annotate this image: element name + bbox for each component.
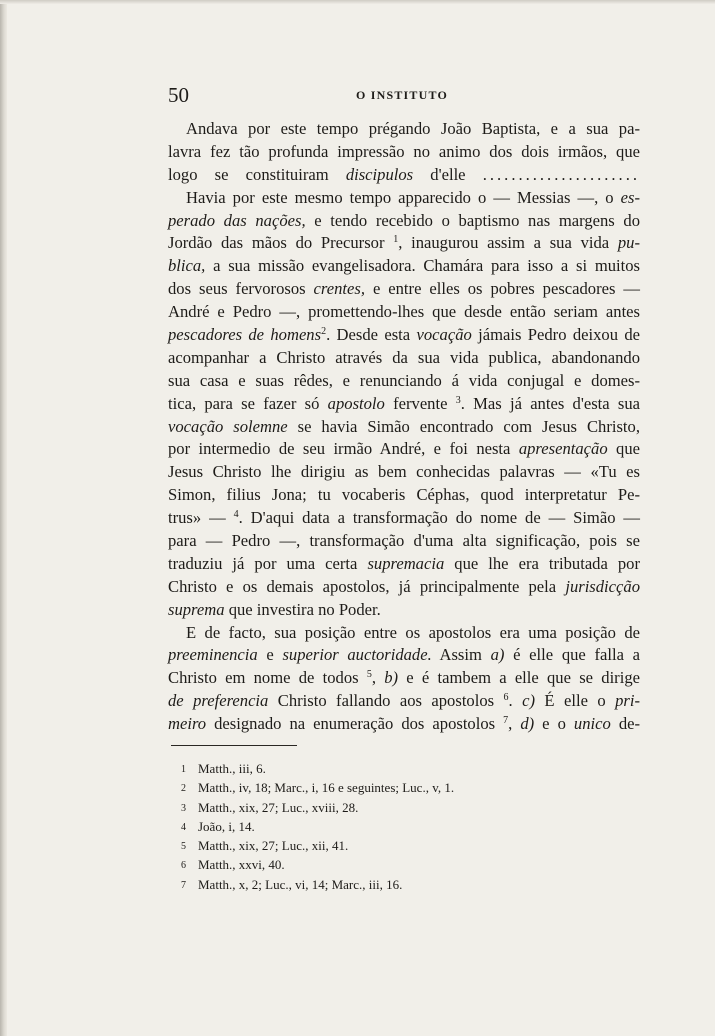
page-edge-shadow: [0, 0, 7, 1036]
text-line: lavra fez tão profunda impressão no animo dos dois irmãos, que: [168, 141, 640, 161]
text-line: meiro designado na enumeração dos apostolos $^7$, d) e o unico de-: [168, 714, 641, 734]
text-line: perado das nações, e tendo recebido o baptismo nas margens do: [168, 210, 640, 230]
footnote-ref: 7: [503, 715, 509, 727]
text-line: de preferencia Christo fallando aos apostolos $^6$. c) É elle o pri-: [168, 691, 640, 711]
footnote: 1 Matth., iii, 6.: [181, 761, 266, 776]
footnote: 7 Matth., x, 2; Luc., vi, 14; Marc., iii, 16.: [181, 876, 403, 892]
text-line: Havia por este mesmo tempo apparecido o — Messias —, o es-: [186, 187, 640, 207]
text-line: vocação solemne se havia Simão encontrado com Jesus Christo,: [168, 416, 640, 436]
footnote: 3 Matth., xix, 27; Luc., xviii, 28.: [181, 799, 359, 815]
page-top-edge: [0, 0, 715, 4]
footnotes: [181, 760, 621, 895]
journal-title: O INSTITUTO: [356, 88, 449, 102]
footnote-ref: 3: [455, 394, 461, 406]
text-line: trus» — $^4$. D'aqui data a transformação do nome de — Simão —: [168, 508, 640, 528]
footnote: 5 Matth., xix, 27; Luc., xii, 41.: [181, 838, 349, 854]
text-line: suprema que investira no Poder.: [168, 599, 381, 619]
running-head: [168, 82, 640, 108]
footnote-ref: 2: [321, 326, 327, 338]
text-line: pescadores de homens$^2$. Desde esta vocação jámais Pedro deixou de: [168, 325, 640, 345]
page-number: 50: [168, 83, 189, 107]
text-line: logo se constituiram discipulos d'elle ......................: [168, 164, 640, 184]
footnote-ref: 1: [393, 234, 399, 246]
footnote: 2 Matth., iv, 18; Marc., i, 16 e seguintes; Luc., v, 1.: [181, 780, 455, 796]
footnote-divider: [171, 745, 297, 746]
text-line: dos seus fervorosos crentes, e entre elles os pobres pescadores —: [168, 279, 640, 299]
text-line: para — Pedro —, transformação d'uma alta significação, pois se: [168, 531, 640, 551]
body-text: [168, 118, 640, 736]
footnote: 4 João, i, 14.: [181, 818, 255, 834]
text-line: Jesus Christo lhe dirigiu as bem conhecidas palavras — «Tu es: [168, 462, 640, 482]
text-line: Christo e os demais apostolos, já principalmente pela jurisdicção: [168, 576, 640, 596]
text-line: por intermedio de seu irmão André, e foi nesta apresentação que: [168, 439, 640, 459]
text-line: Simon, filius Jona; tu vocaberis Céphas, quod interpretatur Pe-: [168, 485, 640, 505]
text-line: André e Pedro —, promettendo-lhes que desde então seriam antes: [168, 302, 640, 322]
text-line: traduziu já por uma certa supremacia que lhe era tributada por: [168, 553, 640, 573]
text-line: sua casa e suas rêdes, e renunciando á vida conjugal e domes-: [168, 370, 640, 390]
text-line: E de facto, sua posição entre os apostolos era uma posição de: [186, 622, 640, 642]
footnote-ref: 5: [366, 669, 372, 681]
text-line: preeminencia e superior auctoridade. Assim a) é elle que falla a: [168, 645, 640, 665]
footnote-ref: 6: [503, 692, 509, 704]
text-line: Christo em nome de todos $^5$, b) e é tambem a elle que se dirige: [168, 668, 640, 688]
footnote: 6 Matth., xxvi, 40.: [181, 857, 285, 873]
text-line: blica, a sua missão evangelisadora. Chamára para isso a si muitos: [168, 256, 640, 276]
text-line: Andava por este tempo prégando João Baptista, e a sua pa-: [186, 119, 640, 138]
footnote-ref: 4: [233, 509, 239, 521]
text-line: acompanhar a Christo através da sua vida publica, abandonando: [168, 347, 640, 367]
text-line: Jordão das mãos do Precursor $^1$, inaugurou assim a sua vida pu-: [168, 233, 640, 253]
text-line: tica, para se fazer só apostolo fervente $^3$. Mas já antes d'esta sua: [168, 393, 641, 413]
